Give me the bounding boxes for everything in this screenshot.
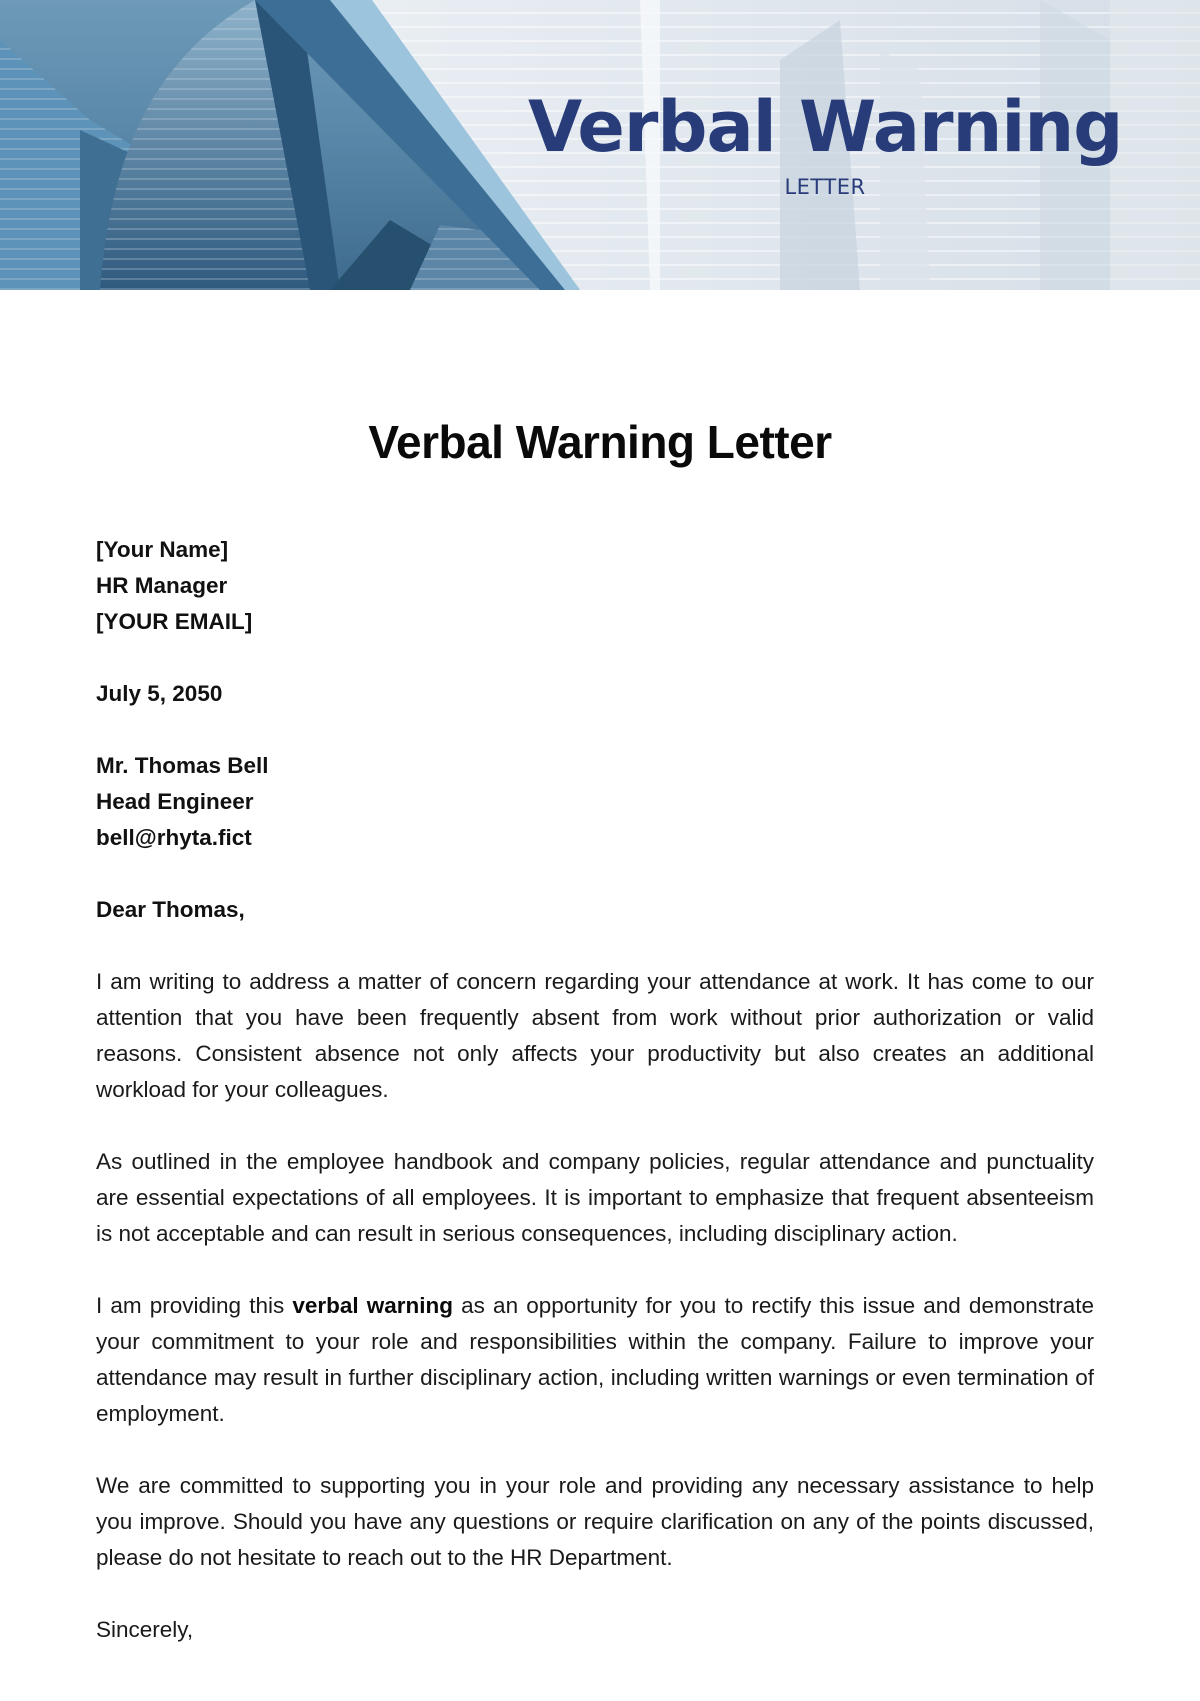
document-title: Verbal Warning Letter xyxy=(368,416,832,468)
paragraph-2: As outlined in the employee handbook and company policies, regular attendance and punctuality are essential expectations of all employees. It is important to emphasize that frequent absenteeism is not acceptable and can result in serious consequences, including disciplinary action. xyxy=(96,1149,1094,1246)
recipient-block xyxy=(96,748,1094,856)
paragraph-3-start: I am providing this xyxy=(96,1293,293,1318)
letter-date: July 5, 2050 xyxy=(96,681,223,706)
paragraph-4: We are committed to supporting you in your role and providing any necessary assistance to help you improve. Should you have any questions or require clarification on any of the points discussed, please do not hesitate to reach out to the HR Department. xyxy=(96,1473,1094,1570)
sender-block xyxy=(96,532,1094,640)
recipient-position: Head Engineer xyxy=(96,789,254,814)
banner-title: Verbal Warning xyxy=(528,86,1123,168)
recipient-name: Mr. Thomas Bell xyxy=(96,753,269,778)
paragraph-1: I am writing to address a matter of concern regarding your attendance at work. It has come to our attention that you have been frequently absent from work without prior authorization or valid reasons. Consistent absence not only affects your productivity but also creates an additional workload for your colleagues. xyxy=(96,969,1094,1102)
emphasis-verbal-warning: verbal warning xyxy=(292,1293,454,1318)
paragraph-3-end: as an opportunity for you to rectify this issue and demonstrate your commitment to your role and responsibilities within the company. Failure to improve your attendance may result in further disciplinary action, including written warnings or even termination of employment. xyxy=(96,1293,1094,1426)
sender-name: [Your Name] xyxy=(96,537,229,562)
sender-email: [YOUR EMAIL] xyxy=(96,609,253,634)
banner-subtitle: LETTER xyxy=(784,175,866,199)
recipient-email: bell@rhyta.fict xyxy=(96,825,252,850)
letter-body xyxy=(96,532,1094,1684)
salutation: Dear Thomas, xyxy=(96,897,245,922)
sender-position: HR Manager xyxy=(96,573,228,598)
paragraph-3 xyxy=(96,1288,1094,1432)
header-banner xyxy=(0,0,1200,290)
closing: Sincerely, xyxy=(96,1617,194,1642)
